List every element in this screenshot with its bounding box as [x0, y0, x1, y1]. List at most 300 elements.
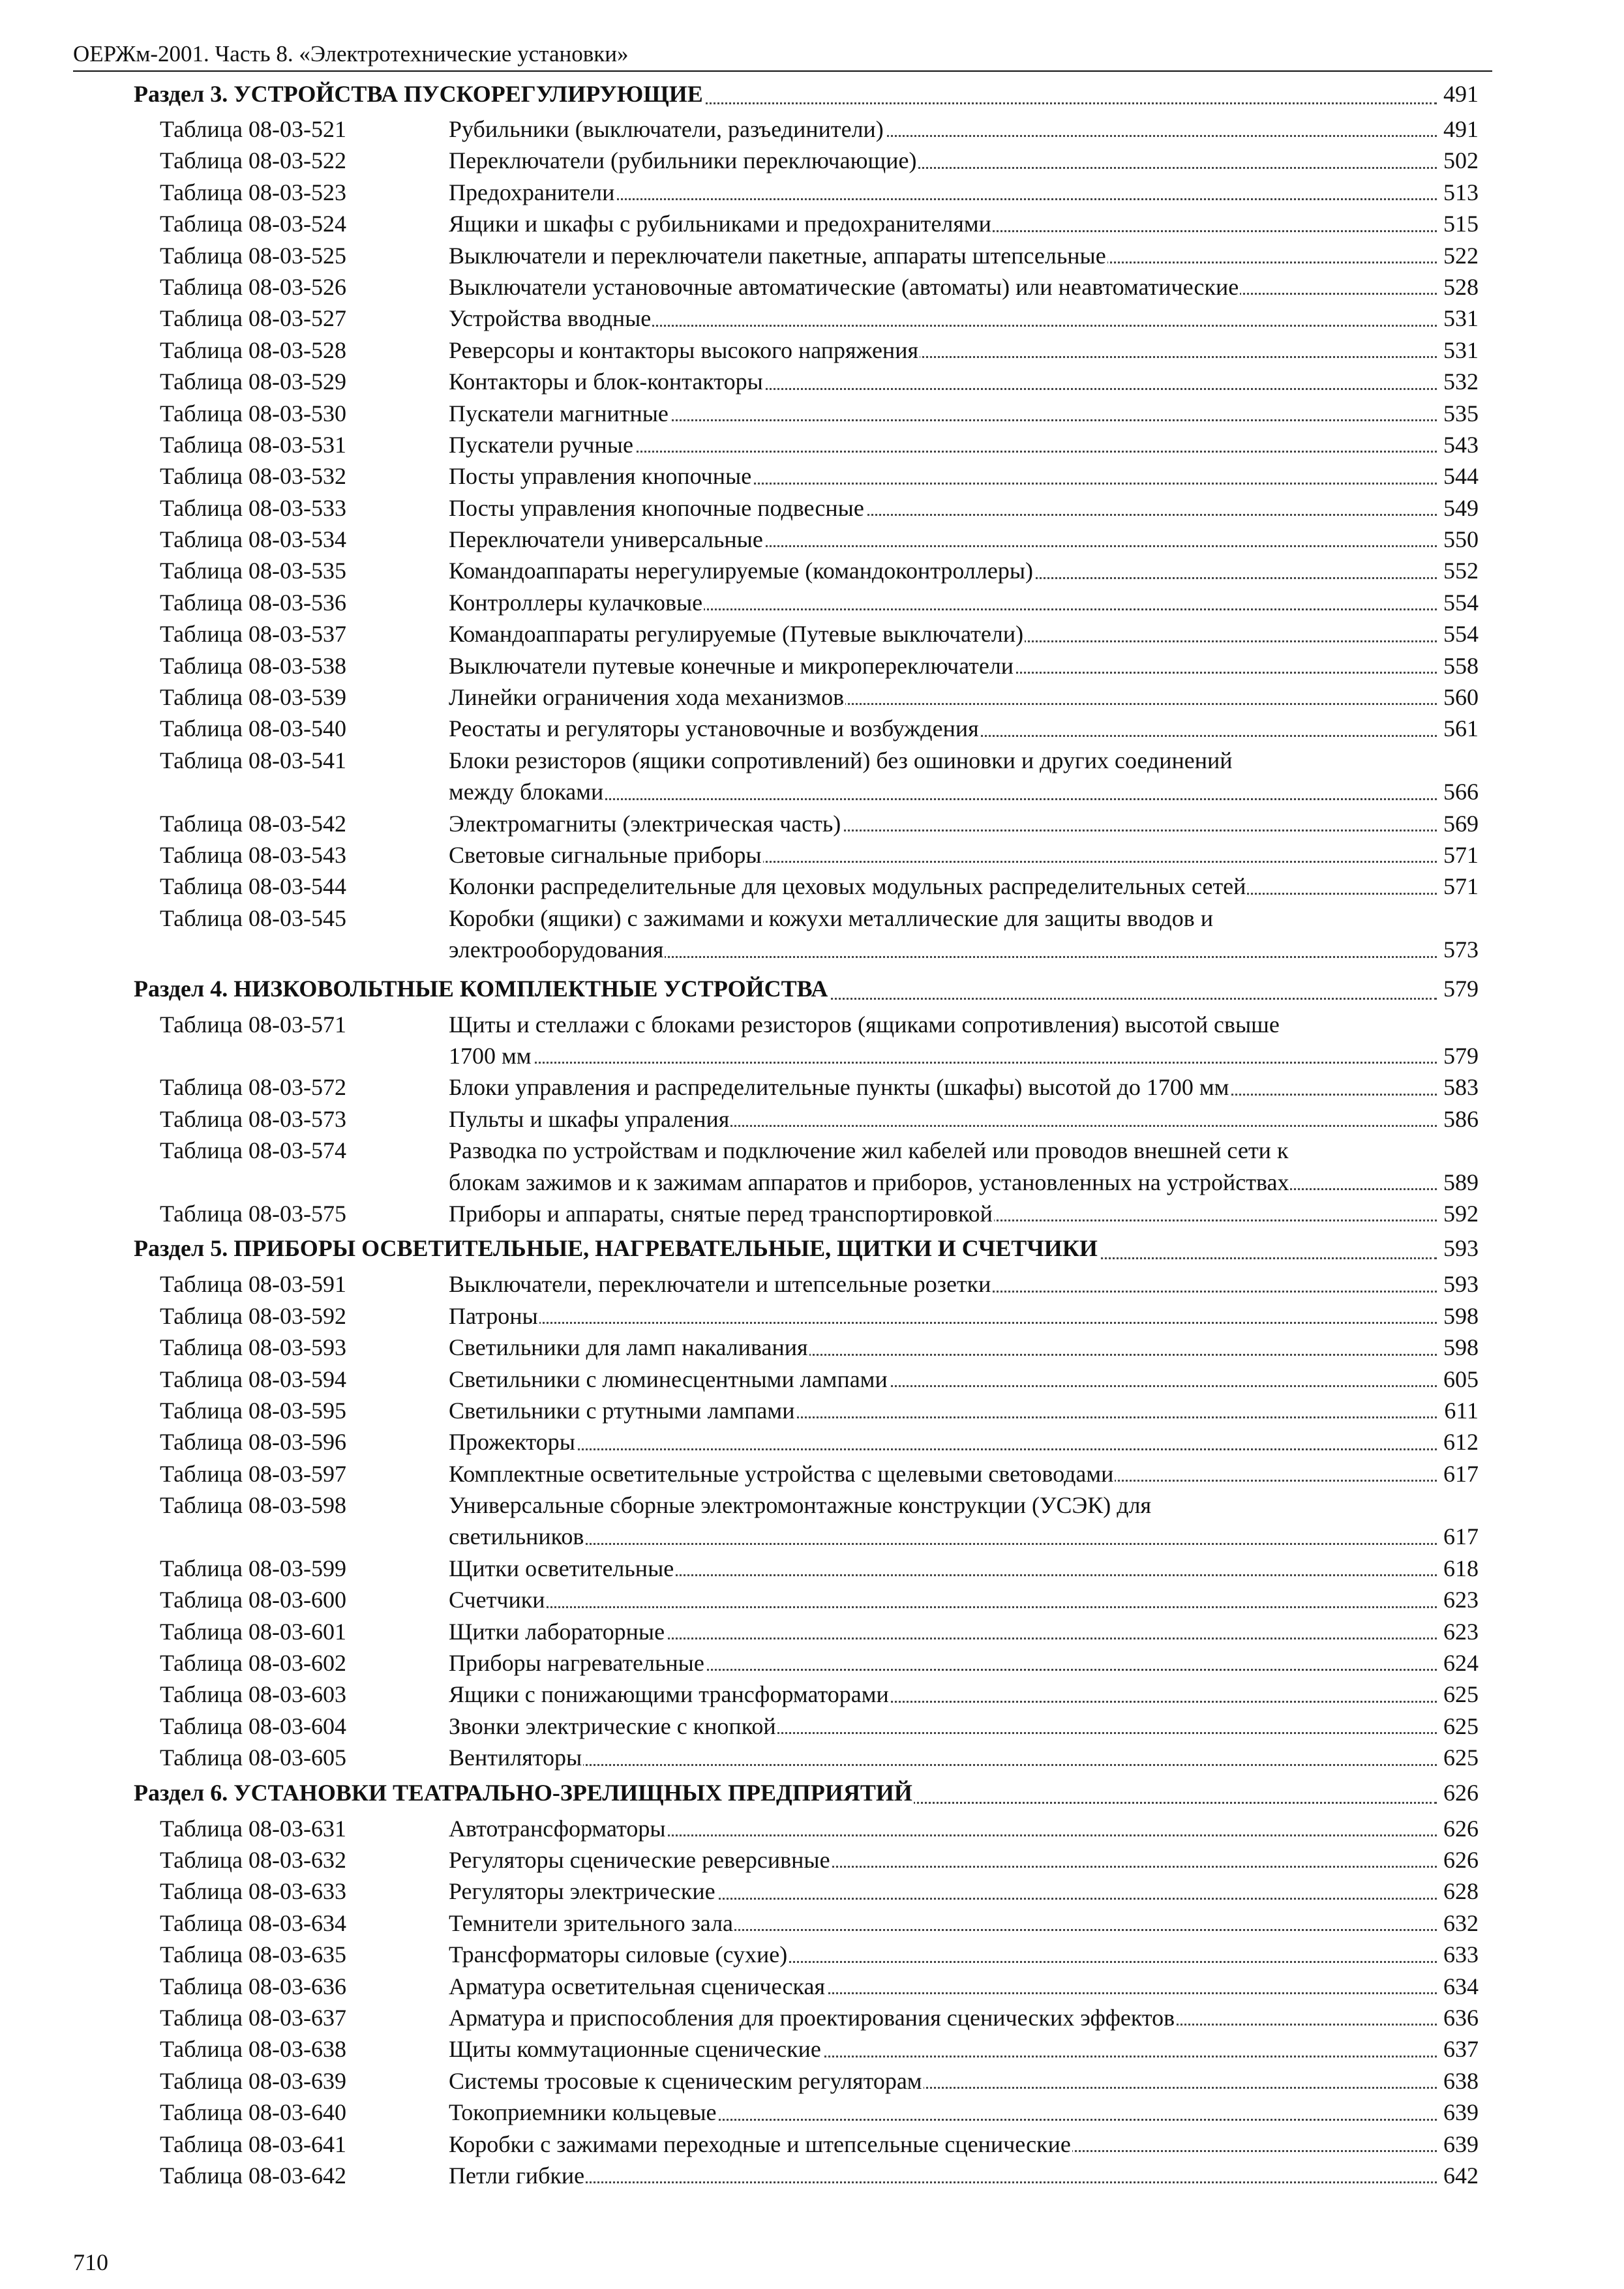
table-number: Таблица 08-03-638: [160, 2036, 346, 2063]
entry-title: Темнители зрительного зала: [449, 1908, 734, 1939]
table-number: Таблица 08-03-600: [160, 1587, 346, 1613]
dot-leader: [449, 1764, 1437, 1766]
table-number: Таблица 08-03-525: [160, 242, 346, 269]
entry-page: 571: [1441, 871, 1479, 902]
entry-title-box: [449, 1584, 1479, 1615]
entry-title: Ящики и шкафы с рубильниками и предохранителями: [449, 208, 993, 239]
toc-entry[interactable]: [0, 1268, 1624, 1300]
entry-title: Пускатели магнитные: [449, 398, 670, 429]
toc-entry[interactable]: [0, 871, 1624, 902]
entry-title: Регуляторы электрические: [449, 1876, 717, 1907]
section-page: 593: [1441, 1229, 1479, 1267]
entry-title: Электромагниты (электрическая часть): [449, 808, 842, 839]
entry-title-box: [449, 1332, 1479, 1363]
running-header: ОЕРЖм-2001. Часть 8. «Электротехнические установки»: [73, 39, 1492, 72]
entry-title-box: [449, 1426, 1479, 1458]
entry-title-box: [449, 1679, 1479, 1710]
entry-title-box: [449, 303, 1479, 334]
entry-title-box: [449, 1268, 1479, 1300]
entry-title-box: [449, 1071, 1479, 1103]
toc-entry[interactable]: [0, 1908, 1624, 1939]
toc-entry[interactable]: [0, 1584, 1624, 1615]
table-number: Таблица 08-03-635: [160, 1941, 346, 1968]
entry-title: Комплектные осветительные устройства с щелевыми световодами: [449, 1458, 1115, 1489]
toc-entry[interactable]: [0, 713, 1624, 744]
entry-title-line1: Коробки (ящики) с зажимами и кожухи металлические для защиты вводов и: [449, 905, 1213, 931]
table-number: Таблица 08-03-573: [160, 1105, 346, 1132]
entry-page: 633: [1441, 1939, 1479, 1970]
entry-title: Рубильники (выключатели, разъединители): [449, 113, 885, 145]
table-number: Таблица 08-03-540: [160, 715, 346, 742]
entry-page: 569: [1441, 808, 1479, 839]
table-number: Таблица 08-03-595: [160, 1397, 346, 1424]
table-number: Таблица 08-03-571: [160, 1011, 346, 1038]
entry-page: 544: [1441, 460, 1479, 492]
entry-title-box: [449, 1198, 1479, 1229]
table-number: Таблица 08-03-528: [160, 337, 346, 363]
table-number: Таблица 08-03-633: [160, 1878, 346, 1905]
entry-page: 639: [1441, 2097, 1479, 2128]
entry-page: 531: [1441, 335, 1479, 366]
toc-entry[interactable]: [0, 1971, 1624, 2002]
entry-title-box: [449, 808, 1479, 839]
section-heading[interactable]: [134, 970, 1479, 1008]
entry-title: Выключатели и переключатели пакетные, аппараты штепсельные: [449, 240, 1107, 271]
table-number: Таблица 08-03-521: [160, 116, 346, 142]
table-number: Таблица 08-03-574: [160, 1137, 346, 1164]
entry-page: 617: [1441, 1521, 1479, 1552]
entry-title-box: [449, 1876, 1479, 1907]
entry-title: Токоприемники кольцевые: [449, 2097, 718, 2128]
entry-page: 598: [1441, 1332, 1479, 1363]
toc-entry[interactable]: [0, 177, 1624, 208]
entry-page: 571: [1441, 839, 1479, 871]
table-number: Таблица 08-03-537: [160, 621, 346, 648]
entry-title-box: [449, 240, 1479, 271]
entry-title: Пускатели ручные: [449, 429, 635, 460]
dot-leader: [449, 2181, 1437, 2183]
entry-page: 573: [1441, 934, 1479, 965]
entry-page: 642: [1441, 2160, 1479, 2191]
toc-entry[interactable]: [0, 2002, 1624, 2033]
entry-title: 1700 мм: [449, 1040, 533, 1071]
toc-entry[interactable]: [0, 1009, 1624, 1072]
table-number: Таблица 08-03-592: [160, 1302, 346, 1329]
entry-title-box: [449, 335, 1479, 366]
table-number: Таблица 08-03-522: [160, 147, 346, 174]
entry-title-box: [449, 1103, 1479, 1135]
entry-title-box: [449, 271, 1479, 303]
entry-title: Щитки осветительные: [449, 1553, 675, 1584]
table-number: Таблица 08-03-535: [160, 558, 346, 584]
entry-title: Линейки ограничения хода механизмов: [449, 681, 845, 713]
entry-title: Посты управления кнопочные подвесные: [449, 492, 865, 524]
entry-title-box: [449, 1395, 1479, 1426]
toc-entry[interactable]: [0, 1489, 1624, 1553]
entry-title: Реостаты и регуляторы установочные и возбуждения: [449, 713, 980, 744]
entry-title: Выключатели установочные автоматические (автоматы) или неавтоматические: [449, 271, 1240, 303]
toc-entry[interactable]: [0, 1332, 1624, 1363]
entry-title-box: [449, 1711, 1479, 1742]
toc-entry[interactable]: [0, 1300, 1624, 1332]
toc-entry[interactable]: [0, 1711, 1624, 1742]
toc-entry[interactable]: [0, 2129, 1624, 2160]
entry-page: 612: [1441, 1426, 1479, 1458]
table-number: Таблица 08-03-594: [160, 1366, 346, 1392]
entry-title-box: [449, 1300, 1479, 1332]
entry-page: 593: [1441, 1268, 1479, 1300]
entry-title-box: [449, 618, 1479, 650]
entry-title-box: [449, 871, 1479, 902]
entry-title-box: [449, 366, 1479, 397]
entry-title-box: [449, 1489, 1479, 1553]
entry-title: Арматура осветительная сценическая: [449, 1971, 826, 2002]
entry-page: 554: [1441, 587, 1479, 618]
entry-page: 639: [1441, 2129, 1479, 2160]
section-title: Раздел 3. УСТРОЙСТВА ПУСКОРЕГУЛИРУЮЩИЕ: [134, 81, 703, 107]
entry-title: Арматура и приспособления для проектирования сценических эффектов: [449, 2002, 1176, 2033]
table-number: Таблица 08-03-639: [160, 2067, 346, 2094]
entry-title: Командоаппараты нерегулируемые (командоконтроллеры): [449, 555, 1034, 586]
entry-page: 552: [1441, 555, 1479, 586]
table-number: Таблица 08-03-523: [160, 179, 346, 205]
dot-leader: [449, 1606, 1437, 1608]
entry-title: Трансформаторы силовые (сухие): [449, 1939, 789, 1970]
entry-title-box: [449, 2160, 1479, 2191]
section-title: Раздел 5. ПРИБОРЫ ОСВЕТИТЕЛЬНЫЕ, НАГРЕВАТЕЛЬНЫЕ, ЩИТКИ И СЧЕТЧИКИ: [134, 1235, 1098, 1262]
table-number: Таблица 08-03-538: [160, 652, 346, 679]
entry-title-box: [449, 681, 1479, 713]
toc-entry[interactable]: [0, 808, 1624, 839]
entry-title-line1: Блоки резисторов (ящики сопротивлений) без ошиновки и других соединений: [449, 747, 1233, 773]
table-number: Таблица 08-03-527: [160, 305, 346, 332]
entry-title: Выключатели путевые конечные и микропереключатели: [449, 650, 1015, 681]
toc-entry[interactable]: [0, 460, 1624, 492]
entry-page: 558: [1441, 650, 1479, 681]
entry-page: 625: [1441, 1679, 1479, 1710]
entry-title-box: [449, 713, 1479, 744]
table-number: Таблица 08-03-591: [160, 1271, 346, 1298]
toc-entry[interactable]: [0, 1364, 1624, 1395]
entry-title: Счетчики: [449, 1584, 546, 1615]
table-number: Таблица 08-03-637: [160, 2004, 346, 2031]
entry-title: Приборы нагревательные: [449, 1647, 706, 1679]
entry-page: 634: [1441, 1971, 1479, 2002]
toc-entry[interactable]: [0, 1813, 1624, 1844]
entry-title-box: [449, 650, 1479, 681]
toc-entry[interactable]: [0, 1647, 1624, 1679]
table-number: Таблица 08-03-542: [160, 810, 346, 837]
entry-title-box: [449, 145, 1479, 176]
table-number: Таблица 08-03-634: [160, 1909, 346, 1936]
entry-title-box: [449, 839, 1479, 871]
entry-page: 623: [1441, 1616, 1479, 1647]
entry-title: Петли гибкие: [449, 2160, 586, 2191]
table-number: Таблица 08-03-602: [160, 1650, 346, 1677]
page-number: 710: [73, 2249, 108, 2275]
table-number: Таблица 08-03-533: [160, 494, 346, 521]
entry-title: светильников: [449, 1521, 585, 1552]
entry-page: 589: [1441, 1167, 1479, 1198]
entry-title: Командоаппараты регулируемые (Путевые выключатели): [449, 618, 1025, 650]
entry-page: 532: [1441, 366, 1479, 397]
entry-page: 579: [1441, 1040, 1479, 1071]
entry-page: 515: [1441, 208, 1479, 239]
table-number: Таблица 08-03-601: [160, 1618, 346, 1645]
table-number: Таблица 08-03-603: [160, 1681, 346, 1708]
table-number: Таблица 08-03-536: [160, 589, 346, 616]
table-number: Таблица 08-03-641: [160, 2131, 346, 2157]
entry-page: 583: [1441, 1071, 1479, 1103]
toc-entry[interactable]: [0, 1071, 1624, 1103]
toc-entry[interactable]: [0, 1395, 1624, 1426]
entry-title-line1: Разводка по устройствам и подключение жил кабелей или проводов внешней сети к: [449, 1137, 1289, 1164]
entry-title: Ящики с понижающими трансформаторами: [449, 1679, 890, 1710]
entry-title-box: [449, 2002, 1479, 2033]
table-number: Таблица 08-03-593: [160, 1334, 346, 1361]
entry-title: Системы тросовые к сценическим регуляторам: [449, 2065, 924, 2097]
toc-entry[interactable]: [0, 2065, 1624, 2097]
toc-entry[interactable]: [0, 555, 1624, 586]
entry-title-box: [449, 2097, 1479, 2128]
table-number: Таблица 08-03-534: [160, 526, 346, 553]
toc-entry[interactable]: [0, 903, 1624, 966]
toc-entry[interactable]: [0, 1135, 1624, 1198]
entry-title-box: [449, 1458, 1479, 1489]
toc-entry[interactable]: [0, 271, 1624, 303]
toc-entry[interactable]: [0, 745, 1624, 808]
entry-page: 513: [1441, 177, 1479, 208]
entry-title-box: [449, 1616, 1479, 1647]
entry-page: 561: [1441, 713, 1479, 744]
entry-title-box: [449, 587, 1479, 618]
entry-title: Щиты коммутационные сценические: [449, 2033, 822, 2065]
entry-title: Посты управления кнопочные: [449, 460, 753, 492]
entry-title-box: [449, 208, 1479, 239]
section-page: 491: [1441, 76, 1479, 112]
entry-title: Щитки лабораторные: [449, 1616, 666, 1647]
table-number: Таблица 08-03-524: [160, 211, 346, 237]
entry-title-box: [449, 1553, 1479, 1584]
entry-title: Блоки управления и распределительные пункты (шкафы) высотой до 1700 мм: [449, 1071, 1230, 1103]
toc-entry[interactable]: [0, 524, 1624, 555]
toc-entry[interactable]: [0, 398, 1624, 429]
toc-entry[interactable]: [0, 650, 1624, 681]
dot-leader: [449, 1448, 1437, 1450]
entry-title-box: [449, 2129, 1479, 2160]
table-number: Таблица 08-03-526: [160, 273, 346, 300]
entry-page: 592: [1441, 1198, 1479, 1229]
toc-entry[interactable]: [0, 366, 1624, 397]
entry-page: 491: [1441, 113, 1479, 145]
entry-page: 566: [1441, 776, 1479, 807]
entry-title: Выключатели, переключатели и штепсельные розетки: [449, 1268, 992, 1300]
entry-title-box: [449, 492, 1479, 524]
section-page: 626: [1441, 1774, 1479, 1812]
toc-entry[interactable]: [0, 335, 1624, 366]
toc-entry[interactable]: [0, 240, 1624, 271]
toc-entry[interactable]: [0, 429, 1624, 460]
toc-entry[interactable]: [0, 1844, 1624, 1876]
entry-page: 598: [1441, 1300, 1479, 1332]
entry-title: блокам зажимов и к зажимам аппаратов и приборов, установленных на устройствах: [449, 1167, 1290, 1198]
entry-title: Регуляторы сценические реверсивные: [449, 1844, 832, 1876]
toc-entry[interactable]: [0, 2160, 1624, 2191]
toc-entry[interactable]: [0, 1198, 1624, 1229]
section-heading[interactable]: [134, 1229, 1479, 1267]
toc-entry[interactable]: [0, 113, 1624, 145]
entry-page: 605: [1441, 1364, 1479, 1395]
table-number: Таблица 08-03-632: [160, 1847, 346, 1873]
table-number: Таблица 08-03-599: [160, 1555, 346, 1581]
toc-entry[interactable]: [0, 145, 1624, 176]
entry-title-line1: Универсальные сборные электромонтажные конструкции (УСЭК) для: [449, 1492, 1152, 1519]
table-number: Таблица 08-03-541: [160, 747, 346, 773]
table-number: Таблица 08-03-530: [160, 400, 346, 426]
entry-title: Светильники с ртутными лампами: [449, 1395, 796, 1426]
table-number: Таблица 08-03-642: [160, 2162, 346, 2189]
entry-page: 628: [1441, 1876, 1479, 1907]
entry-title: Звонки электрические с кнопкой: [449, 1711, 777, 1742]
entry-page: 543: [1441, 429, 1479, 460]
entry-page: 522: [1441, 240, 1479, 271]
entry-title: Переключатели универсальные: [449, 524, 764, 555]
entry-title: Прожекторы: [449, 1426, 577, 1458]
entry-page: 638: [1441, 2065, 1479, 2097]
entry-page: 626: [1441, 1844, 1479, 1876]
toc-entry[interactable]: [0, 1616, 1624, 1647]
entry-title: Светильники для ламп накаливания: [449, 1332, 809, 1363]
entry-page: 535: [1441, 398, 1479, 429]
entry-title: Светильники с люминесцентными лампами: [449, 1364, 889, 1395]
section-heading[interactable]: [134, 76, 1479, 112]
entry-page: 554: [1441, 618, 1479, 650]
toc-entry[interactable]: [0, 587, 1624, 618]
section-title: Раздел 4. НИЗКОВОЛЬТНЫЕ КОМПЛЕКТНЫЕ УСТРОЙСТВА: [134, 975, 828, 1002]
toc-entry[interactable]: [0, 839, 1624, 871]
entry-page: 636: [1441, 2002, 1479, 2033]
entry-page: 626: [1441, 1813, 1479, 1844]
table-number: Таблица 08-03-597: [160, 1460, 346, 1487]
table-number: Таблица 08-03-605: [160, 1744, 346, 1771]
toc-entry[interactable]: [0, 1553, 1624, 1584]
entry-page: 625: [1441, 1742, 1479, 1773]
entry-title-box: [449, 1813, 1479, 1844]
entry-page: 618: [1441, 1553, 1479, 1584]
entry-page: 623: [1441, 1584, 1479, 1615]
toc-entry[interactable]: [0, 1679, 1624, 1710]
entry-title-box: [449, 429, 1479, 460]
toc-entry[interactable]: [0, 1103, 1624, 1135]
entry-title: между блоками: [449, 776, 605, 807]
entry-title-box: [449, 1364, 1479, 1395]
table-number: Таблица 08-03-532: [160, 463, 346, 490]
entry-title-box: [449, 524, 1479, 555]
table-number: Таблица 08-03-539: [160, 684, 346, 711]
toc-entry[interactable]: [0, 618, 1624, 650]
toc-entry[interactable]: [0, 208, 1624, 239]
entry-page: 560: [1441, 681, 1479, 713]
table-number: Таблица 08-03-596: [160, 1429, 346, 1456]
entry-title-box: [449, 460, 1479, 492]
entry-page: 617: [1441, 1458, 1479, 1489]
entry-title-box: [449, 1647, 1479, 1679]
entry-title: Колонки распределительные для цеховых модульных распределительных сетей: [449, 871, 1247, 902]
entry-title: Коробки с зажимами переходные и штепсельные сценические: [449, 2129, 1072, 2160]
table-number: Таблица 08-03-575: [160, 1200, 346, 1227]
entry-title-box: [449, 1939, 1479, 1970]
entry-page: 550: [1441, 524, 1479, 555]
table-number: Таблица 08-03-545: [160, 905, 346, 931]
entry-title-box: [449, 1908, 1479, 1939]
entry-title: Пульты и шкафы упраления: [449, 1103, 730, 1135]
entry-title: Устройства вводные: [449, 303, 652, 334]
dot-leader: [449, 1322, 1437, 1324]
entry-page: 611: [1441, 1395, 1479, 1426]
toc-entry[interactable]: [0, 681, 1624, 713]
toc-entry[interactable]: [0, 492, 1624, 524]
entry-title-box: [449, 1971, 1479, 2002]
toc-entry[interactable]: [0, 1458, 1624, 1489]
toc-entry[interactable]: [0, 2033, 1624, 2065]
entry-page: 637: [1441, 2033, 1479, 2065]
entry-title: электрооборудования: [449, 934, 665, 965]
entry-page: 528: [1441, 271, 1479, 303]
toc-entry[interactable]: [0, 1939, 1624, 1970]
entry-title: Реверсоры и контакторы высокого напряжения: [449, 335, 920, 366]
entry-title-box: [449, 398, 1479, 429]
entry-page: 502: [1441, 145, 1479, 176]
entry-page: 586: [1441, 1103, 1479, 1135]
entry-title: Приборы и аппараты, снятые перед транспортировкой: [449, 1198, 994, 1229]
dot-leader: [449, 1543, 1437, 1545]
entry-title-box: [449, 555, 1479, 586]
section-heading[interactable]: [134, 1774, 1479, 1812]
toc-entry[interactable]: [0, 1426, 1624, 1458]
entry-title-box: [449, 2033, 1479, 2065]
table-number: Таблица 08-03-640: [160, 2099, 346, 2126]
entry-title-box: [449, 2065, 1479, 2097]
table-number: Таблица 08-03-531: [160, 431, 346, 458]
entry-page: 625: [1441, 1711, 1479, 1742]
toc-entry[interactable]: [0, 1742, 1624, 1773]
section-title: Раздел 6. УСТАНОВКИ ТЕАТРАЛЬНО-ЗРЕЛИЩНЫХ ПРЕДПРИЯТИЙ: [134, 1779, 912, 1806]
entry-title-box: [449, 1135, 1479, 1198]
table-number: Таблица 08-03-636: [160, 1973, 346, 1999]
entry-title: Контроллеры кулачковые: [449, 587, 704, 618]
toc-entry[interactable]: [0, 2097, 1624, 2128]
entry-title-box: [449, 1844, 1479, 1876]
entry-title-box: [449, 177, 1479, 208]
table-number: Таблица 08-03-572: [160, 1074, 346, 1101]
entry-title-line1: Щиты и стеллажи с блоками резисторов (ящиками сопротивления) высотой свыше: [449, 1011, 1280, 1038]
entry-title: Световые сигнальные приборы: [449, 839, 763, 871]
table-number: Таблица 08-03-604: [160, 1713, 346, 1739]
entry-title: Предохранители: [449, 177, 616, 208]
toc-entry[interactable]: [0, 303, 1624, 334]
entry-page: 632: [1441, 1908, 1479, 1939]
section-page: 579: [1441, 970, 1479, 1008]
entry-title-box: [449, 113, 1479, 145]
table-number: Таблица 08-03-529: [160, 368, 346, 395]
entry-title-box: [449, 1742, 1479, 1773]
table-of-contents: [0, 76, 1624, 2191]
dot-leader: [449, 1062, 1437, 1064]
entry-page: 624: [1441, 1647, 1479, 1679]
table-number: Таблица 08-03-631: [160, 1815, 346, 1842]
toc-entry[interactable]: [0, 1876, 1624, 1907]
entry-title-box: [449, 745, 1479, 808]
